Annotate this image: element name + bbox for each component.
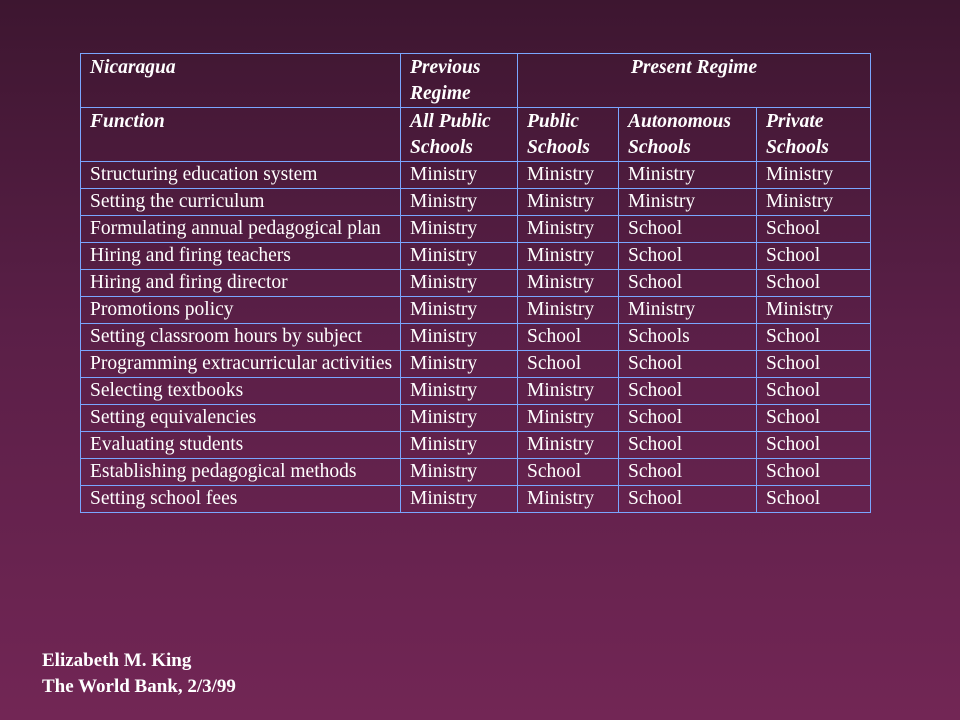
header-all-public-schools: All Public Schools <box>401 108 518 162</box>
header-public-schools: Public Schools <box>518 108 619 162</box>
cell-public: School <box>518 351 619 378</box>
table-row <box>81 216 871 243</box>
cell-public: Ministry <box>518 189 619 216</box>
cell-previous: Ministry <box>401 486 518 513</box>
cell-public: Ministry <box>518 297 619 324</box>
header-row-regime <box>81 54 871 108</box>
cell-function: Setting classroom hours by subject <box>81 324 401 351</box>
header-present-regime: Present Regime <box>518 54 871 108</box>
cell-function: Setting equivalencies <box>81 405 401 432</box>
regime-comparison-table <box>80 53 871 513</box>
cell-function: Hiring and firing teachers <box>81 243 401 270</box>
cell-autonomous: School <box>619 270 757 297</box>
cell-function: Hiring and firing director <box>81 270 401 297</box>
cell-function: Structuring education system <box>81 162 401 189</box>
cell-autonomous: School <box>619 351 757 378</box>
cell-previous: Ministry <box>401 189 518 216</box>
cell-public: Ministry <box>518 486 619 513</box>
cell-previous: Ministry <box>401 297 518 324</box>
cell-autonomous: School <box>619 378 757 405</box>
cell-public: Ministry <box>518 243 619 270</box>
cell-private: Ministry <box>757 189 871 216</box>
cell-private: School <box>757 459 871 486</box>
cell-public: Ministry <box>518 378 619 405</box>
credit-affiliation: The World Bank, 2/3/99 <box>42 676 236 697</box>
cell-autonomous: Ministry <box>619 162 757 189</box>
cell-autonomous: School <box>619 216 757 243</box>
header-previous-regime: Previous Regime <box>401 54 518 108</box>
cell-function: Programming extracurricular activities <box>81 351 401 378</box>
cell-public: School <box>518 324 619 351</box>
cell-function: Selecting textbooks <box>81 378 401 405</box>
cell-previous: Ministry <box>401 351 518 378</box>
cell-private: Ministry <box>757 297 871 324</box>
cell-previous: Ministry <box>401 459 518 486</box>
table-row <box>81 378 871 405</box>
cell-private: School <box>757 486 871 513</box>
table-body <box>81 54 871 513</box>
cell-public: Ministry <box>518 216 619 243</box>
cell-public: Ministry <box>518 432 619 459</box>
cell-previous: Ministry <box>401 216 518 243</box>
cell-autonomous: School <box>619 432 757 459</box>
cell-public: School <box>518 459 619 486</box>
cell-function: Evaluating students <box>81 432 401 459</box>
cell-previous: Ministry <box>401 243 518 270</box>
table-row <box>81 324 871 351</box>
header-function: Function <box>81 108 401 162</box>
cell-private: School <box>757 216 871 243</box>
cell-previous: Ministry <box>401 324 518 351</box>
header-country: Nicaragua <box>81 54 401 108</box>
cell-public: Ministry <box>518 405 619 432</box>
cell-public: Ministry <box>518 162 619 189</box>
header-autonomous-schools: Autonomous Schools <box>619 108 757 162</box>
cell-public: Ministry <box>518 270 619 297</box>
cell-autonomous: School <box>619 243 757 270</box>
table-row <box>81 297 871 324</box>
table-row <box>81 351 871 378</box>
cell-previous: Ministry <box>401 162 518 189</box>
cell-private: School <box>757 270 871 297</box>
table-row <box>81 459 871 486</box>
cell-previous: Ministry <box>401 270 518 297</box>
table-row <box>81 243 871 270</box>
slide-credit <box>42 648 236 700</box>
cell-private: School <box>757 351 871 378</box>
cell-function: Establishing pedagogical methods <box>81 459 401 486</box>
table-row <box>81 162 871 189</box>
cell-private: School <box>757 432 871 459</box>
cell-autonomous: Ministry <box>619 297 757 324</box>
cell-autonomous: School <box>619 405 757 432</box>
cell-autonomous: School <box>619 486 757 513</box>
cell-previous: Ministry <box>401 405 518 432</box>
cell-function: Promotions policy <box>81 297 401 324</box>
cell-previous: Ministry <box>401 378 518 405</box>
cell-previous: Ministry <box>401 432 518 459</box>
cell-autonomous: Schools <box>619 324 757 351</box>
cell-autonomous: School <box>619 459 757 486</box>
cell-private: Ministry <box>757 162 871 189</box>
credit-author: Elizabeth M. King <box>42 650 192 671</box>
regime-comparison-table-container <box>80 53 870 513</box>
cell-function: Setting school fees <box>81 486 401 513</box>
cell-function: Setting the curriculum <box>81 189 401 216</box>
table-row <box>81 270 871 297</box>
header-private-schools: Private Schools <box>757 108 871 162</box>
cell-autonomous: Ministry <box>619 189 757 216</box>
cell-private: School <box>757 324 871 351</box>
table-row <box>81 405 871 432</box>
cell-function: Formulating annual pedagogical plan <box>81 216 401 243</box>
table-row <box>81 189 871 216</box>
header-row-school-type <box>81 108 871 162</box>
cell-private: School <box>757 405 871 432</box>
cell-private: School <box>757 378 871 405</box>
table-row <box>81 432 871 459</box>
cell-private: School <box>757 243 871 270</box>
table-row <box>81 486 871 513</box>
